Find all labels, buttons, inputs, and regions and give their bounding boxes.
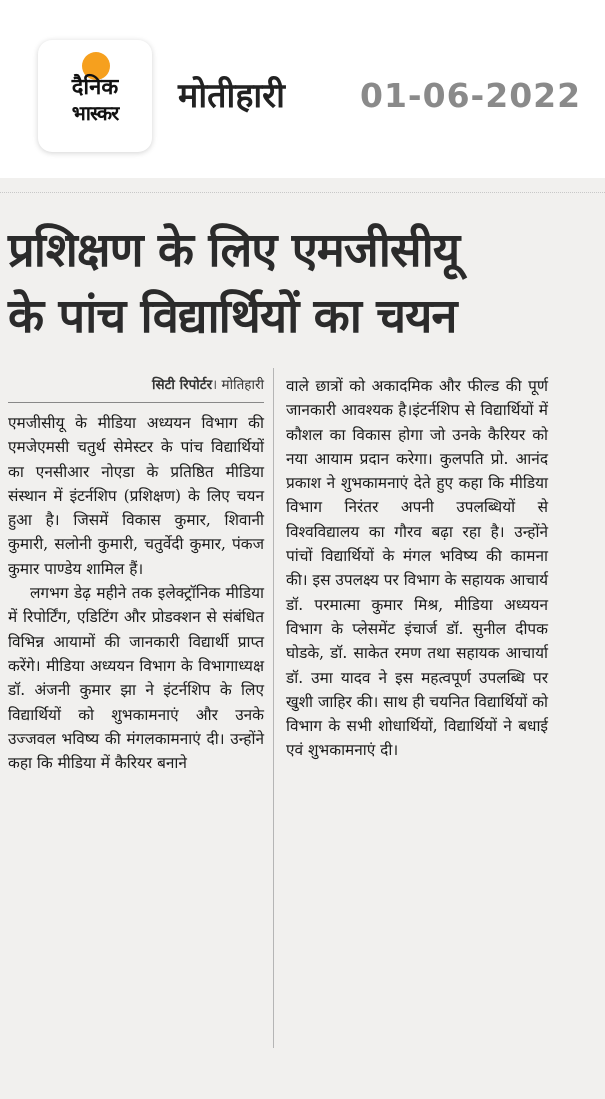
clipping-top-edge	[0, 180, 605, 193]
article-column-right	[286, 374, 548, 763]
news-clipping	[0, 178, 605, 1099]
logo-text-top: दैनिक	[71, 75, 119, 100]
dainik-bhaskar-logo	[38, 40, 152, 152]
byline	[8, 370, 264, 403]
newspaper-header	[0, 0, 605, 175]
edition-date: 01-06-2022	[360, 76, 582, 115]
headline-line-1: प्रशिक्षण के लिए एमजीसीयू	[8, 223, 460, 278]
logo-text-bottom: भास्कर	[71, 101, 119, 125]
edition-city: मोतीहारी	[178, 76, 285, 116]
article-headline	[8, 218, 598, 350]
headline-line-2: के पांच विद्यार्थियों का चयन	[8, 289, 457, 344]
paragraph-3: वाले छात्रों को अकादमिक और फील्ड की पूर्ण जानकारी आवश्यक है।इंटर्नशिप से विद्यार्थियों में कौशल का विकास होगा जो उनके कैरियर को नया आयाम प्रदान करेगा। कुलपति प्रो. आनंद प्रकाश ने शुभकामनाएं देते हुए कहा कि मीडिया विभाग निरंतर अपनी उपलब्धियों से विश्वविद्यालय का गौरव बढ़ा रहा है। उन्होंने पांचों विद्यार्थियों के मंगल भविष्य की कामना की। इस उपलक्ष्य पर विभाग के सहायक आचार्य डॉ. परमात्मा कुमार मिश्र, मीडिया अध्ययन विभाग के प्लेसमेंट इंचार्ज डॉ. सुनील दीपक घोडके, डॉ. साकेत रमण तथा सहायक आचार्या डॉ. उमा यादव ने इस महत्वपूर्ण उपलब्धि पर खुशी जाहिर की। साथ ही चयनित विद्यार्थियों को विभाग के सभी शोधार्थियों, विद्यार्थियों ने बधाई एवं शुभकामनाएं दी।	[286, 377, 548, 760]
byline-place: मोतिहारी	[221, 377, 264, 393]
paragraph-1: एमजीसीयू के मीडिया अध्ययन विभाग की एमजेएमसी चतुर्थ सेमेस्टर के पांच विद्यार्थियों का एनसीआर नोएडा के प्रतिष्ठित मीडिया संस्थान में इंटर्नशिप (प्रशिक्षण) के लिए चयन हुआ है। जिसमें विकास कुमार, शिवानी कुमारी, सलोनी कुमारी, चतुर्वेदी कुमार, पंकज कुमार पाण्डेय शामिल हैं।	[8, 414, 264, 578]
column-divider	[273, 368, 274, 1048]
paragraph-2: लगभग डेढ़ महीने तक इलेक्ट्रॉनिक मीडिया में रिपोर्टिंग, एडिटिंग और प्रोडक्शन से संबंधित विभिन्न आयामों की जानकारी विद्यार्थी प्राप्त करेंगे। मीडिया अध्ययन विभाग के विभागाध्यक्ष डॉ. अंजनी कुमार झा ने इंटर्नशिप के लिए विद्यार्थियों को शुभकामनाएं और उनके उज्जवल भविष्य की मंगलकामनाएं दी। उन्होंने कहा कि मीडिया में कैरियर बनाने	[8, 584, 264, 773]
article-column-left	[8, 370, 264, 775]
byline-name: सिटी रिपोर्टर	[151, 377, 213, 393]
byline-separator: ।	[212, 377, 222, 393]
